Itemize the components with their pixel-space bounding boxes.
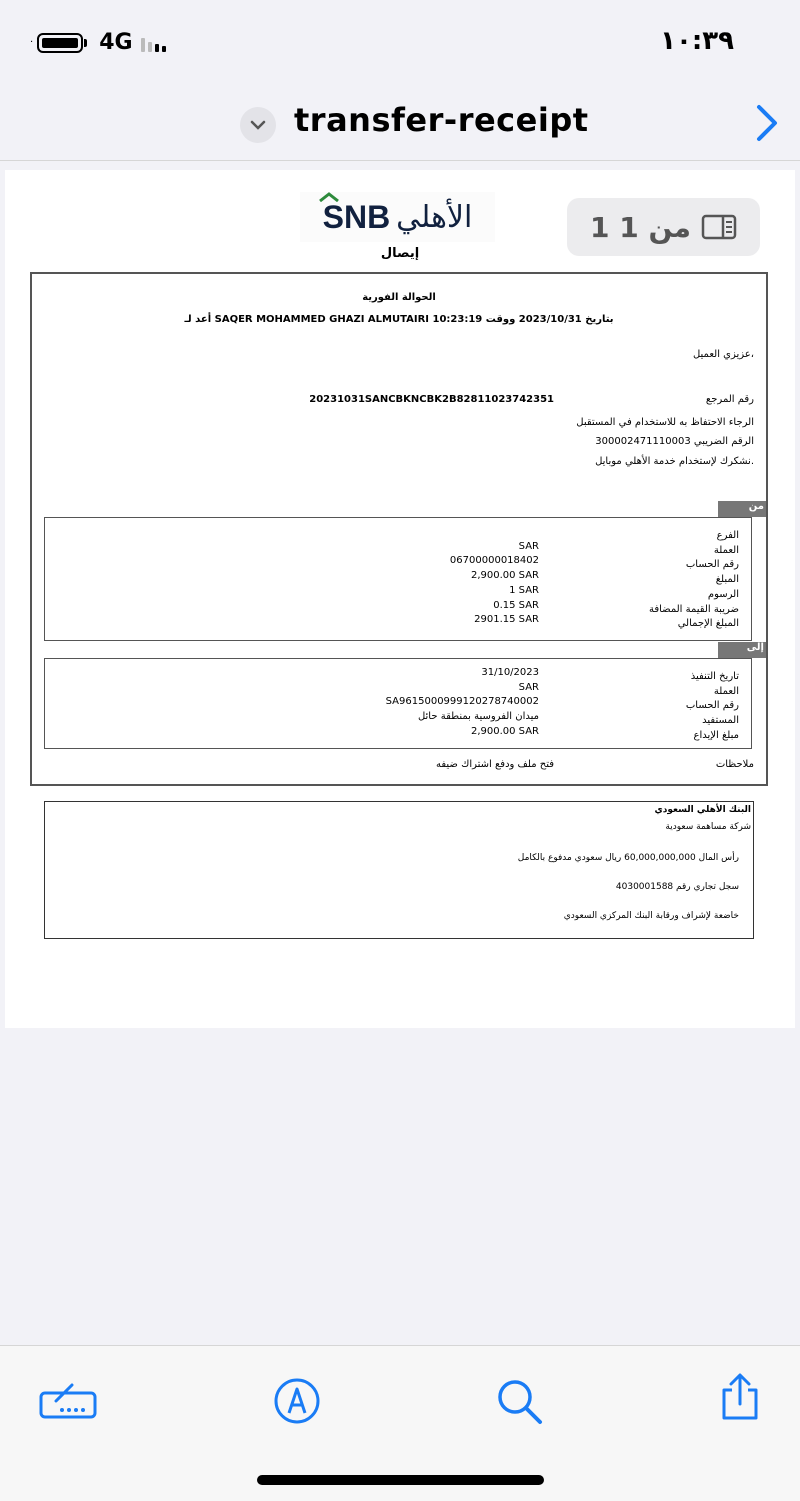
- from-section: [44, 517, 752, 641]
- row-label: رقم الحساب: [685, 700, 739, 712]
- chevron-right-icon: [754, 103, 780, 143]
- bank-name: البنك الأهلي السعودي: [654, 805, 751, 815]
- pen-circle-icon: [273, 1377, 321, 1425]
- search-button[interactable]: [495, 1377, 543, 1429]
- logo-brand: SNB: [322, 198, 391, 235]
- notes-label: ملاحظات: [715, 759, 754, 770]
- reference-value: 20231031SANCBKNCBK2B82811023742351: [309, 394, 554, 405]
- keep-note: الرجاء الاحتفاظ به للاستخدام في المستقبل: [576, 417, 754, 428]
- regulator-note: خاضعة لإشراف ورقابة البنك المركزي السعودي: [563, 911, 739, 921]
- sidebar-icon: [701, 214, 737, 240]
- page-indicator[interactable]: [567, 198, 760, 256]
- keyboard-pen-icon: [38, 1381, 98, 1421]
- row-label: رقم الحساب: [685, 559, 739, 571]
- annotate-button[interactable]: [273, 1377, 321, 1429]
- logo-arabic: الأهلي: [396, 199, 473, 235]
- row-label: المبلغ: [715, 574, 739, 586]
- share-button[interactable]: [718, 1372, 762, 1426]
- receipt-title: إيصال: [380, 246, 420, 261]
- markup-button[interactable]: [38, 1381, 98, 1425]
- capital: رأس المال 60,000,000,000 ريال سعودي مدفوع بالكامل: [517, 853, 739, 863]
- row-value: 31/10/2023: [481, 667, 539, 678]
- row-label: ضريبة القيمة المضافة: [648, 603, 739, 615]
- status-bar: [0, 0, 800, 85]
- thanks-note: نشكرك لإستخدام خدمة الأهلي موبايل.: [595, 456, 754, 467]
- to-section: [44, 658, 752, 749]
- row-label: مبلغ الإيداع: [693, 729, 739, 741]
- row-label: تاريخ التنفيذ: [690, 671, 739, 682]
- bank-footer: [44, 801, 754, 939]
- forward-button[interactable]: [754, 103, 780, 147]
- search-icon: [495, 1377, 543, 1425]
- document-title[interactable]: transfer-receipt: [294, 101, 589, 139]
- row-label: الرسوم: [707, 588, 739, 600]
- row-value: 1 SAR: [509, 584, 539, 596]
- snb-logo: [300, 192, 495, 242]
- network-type: 4G: [99, 30, 133, 55]
- row-value: ميدان الفروسية بمنطقة حائل: [417, 711, 539, 723]
- commercial-register: سجل تجاري رقم 4030001588: [615, 882, 739, 892]
- row-value: 0.15 SAR: [493, 599, 539, 611]
- greeting: عزيزي العميل،: [692, 349, 754, 360]
- to-section-tab: إلى: [718, 642, 766, 658]
- page-indicator-text: 1 من 1: [590, 210, 691, 244]
- prepared-for-line: أعد لـ SAQER MOHAMMED GHAZI ALMUTAIRI بتاريخ 2023/10/31 ووقت 10:23:19: [184, 314, 614, 325]
- battery-tip: [84, 39, 87, 47]
- receipt-body: [30, 272, 768, 786]
- reference-label: رقم المرجع: [705, 394, 754, 405]
- location-dot: ·: [30, 37, 34, 48]
- notes-value: فتح ملف ودفع اشتراك ضيفه: [435, 759, 554, 770]
- row-value: 06700000018402: [449, 555, 539, 567]
- row-value: SAR: [518, 681, 539, 693]
- from-section-tab: من: [718, 501, 766, 517]
- clock: ١٠:٣٩: [660, 26, 734, 56]
- logo-arch-icon: [318, 192, 340, 202]
- row-value: 2,900.00 SAR: [470, 570, 539, 582]
- title-menu-button[interactable]: [240, 107, 276, 143]
- share-icon: [718, 1372, 762, 1422]
- row-value: SA9615000999120278740002: [385, 696, 539, 708]
- chevron-down-icon: [250, 120, 266, 130]
- row-label: العملة: [713, 685, 739, 697]
- transfer-heading: الحوالة الفورية: [362, 292, 436, 303]
- home-indicator: [257, 1475, 544, 1485]
- row-value: SAR: [518, 540, 539, 552]
- signal-icon: [141, 34, 166, 52]
- battery-icon: [37, 33, 83, 53]
- row-label: المبلغ الإجمالي: [677, 618, 739, 630]
- row-value: 2901.15 SAR: [474, 614, 539, 626]
- row-value: 2,900.00 SAR: [470, 725, 539, 737]
- row-label: المستفيد: [702, 715, 739, 727]
- document-page: [5, 170, 795, 1028]
- company-type: شركة مساهمة سعودية: [665, 822, 751, 832]
- nav-bar: [0, 85, 800, 161]
- row-label: الفرع: [716, 530, 739, 541]
- row-label: العملة: [713, 544, 739, 556]
- tax-number: الرقم الضريبي 300002471110003: [595, 436, 754, 447]
